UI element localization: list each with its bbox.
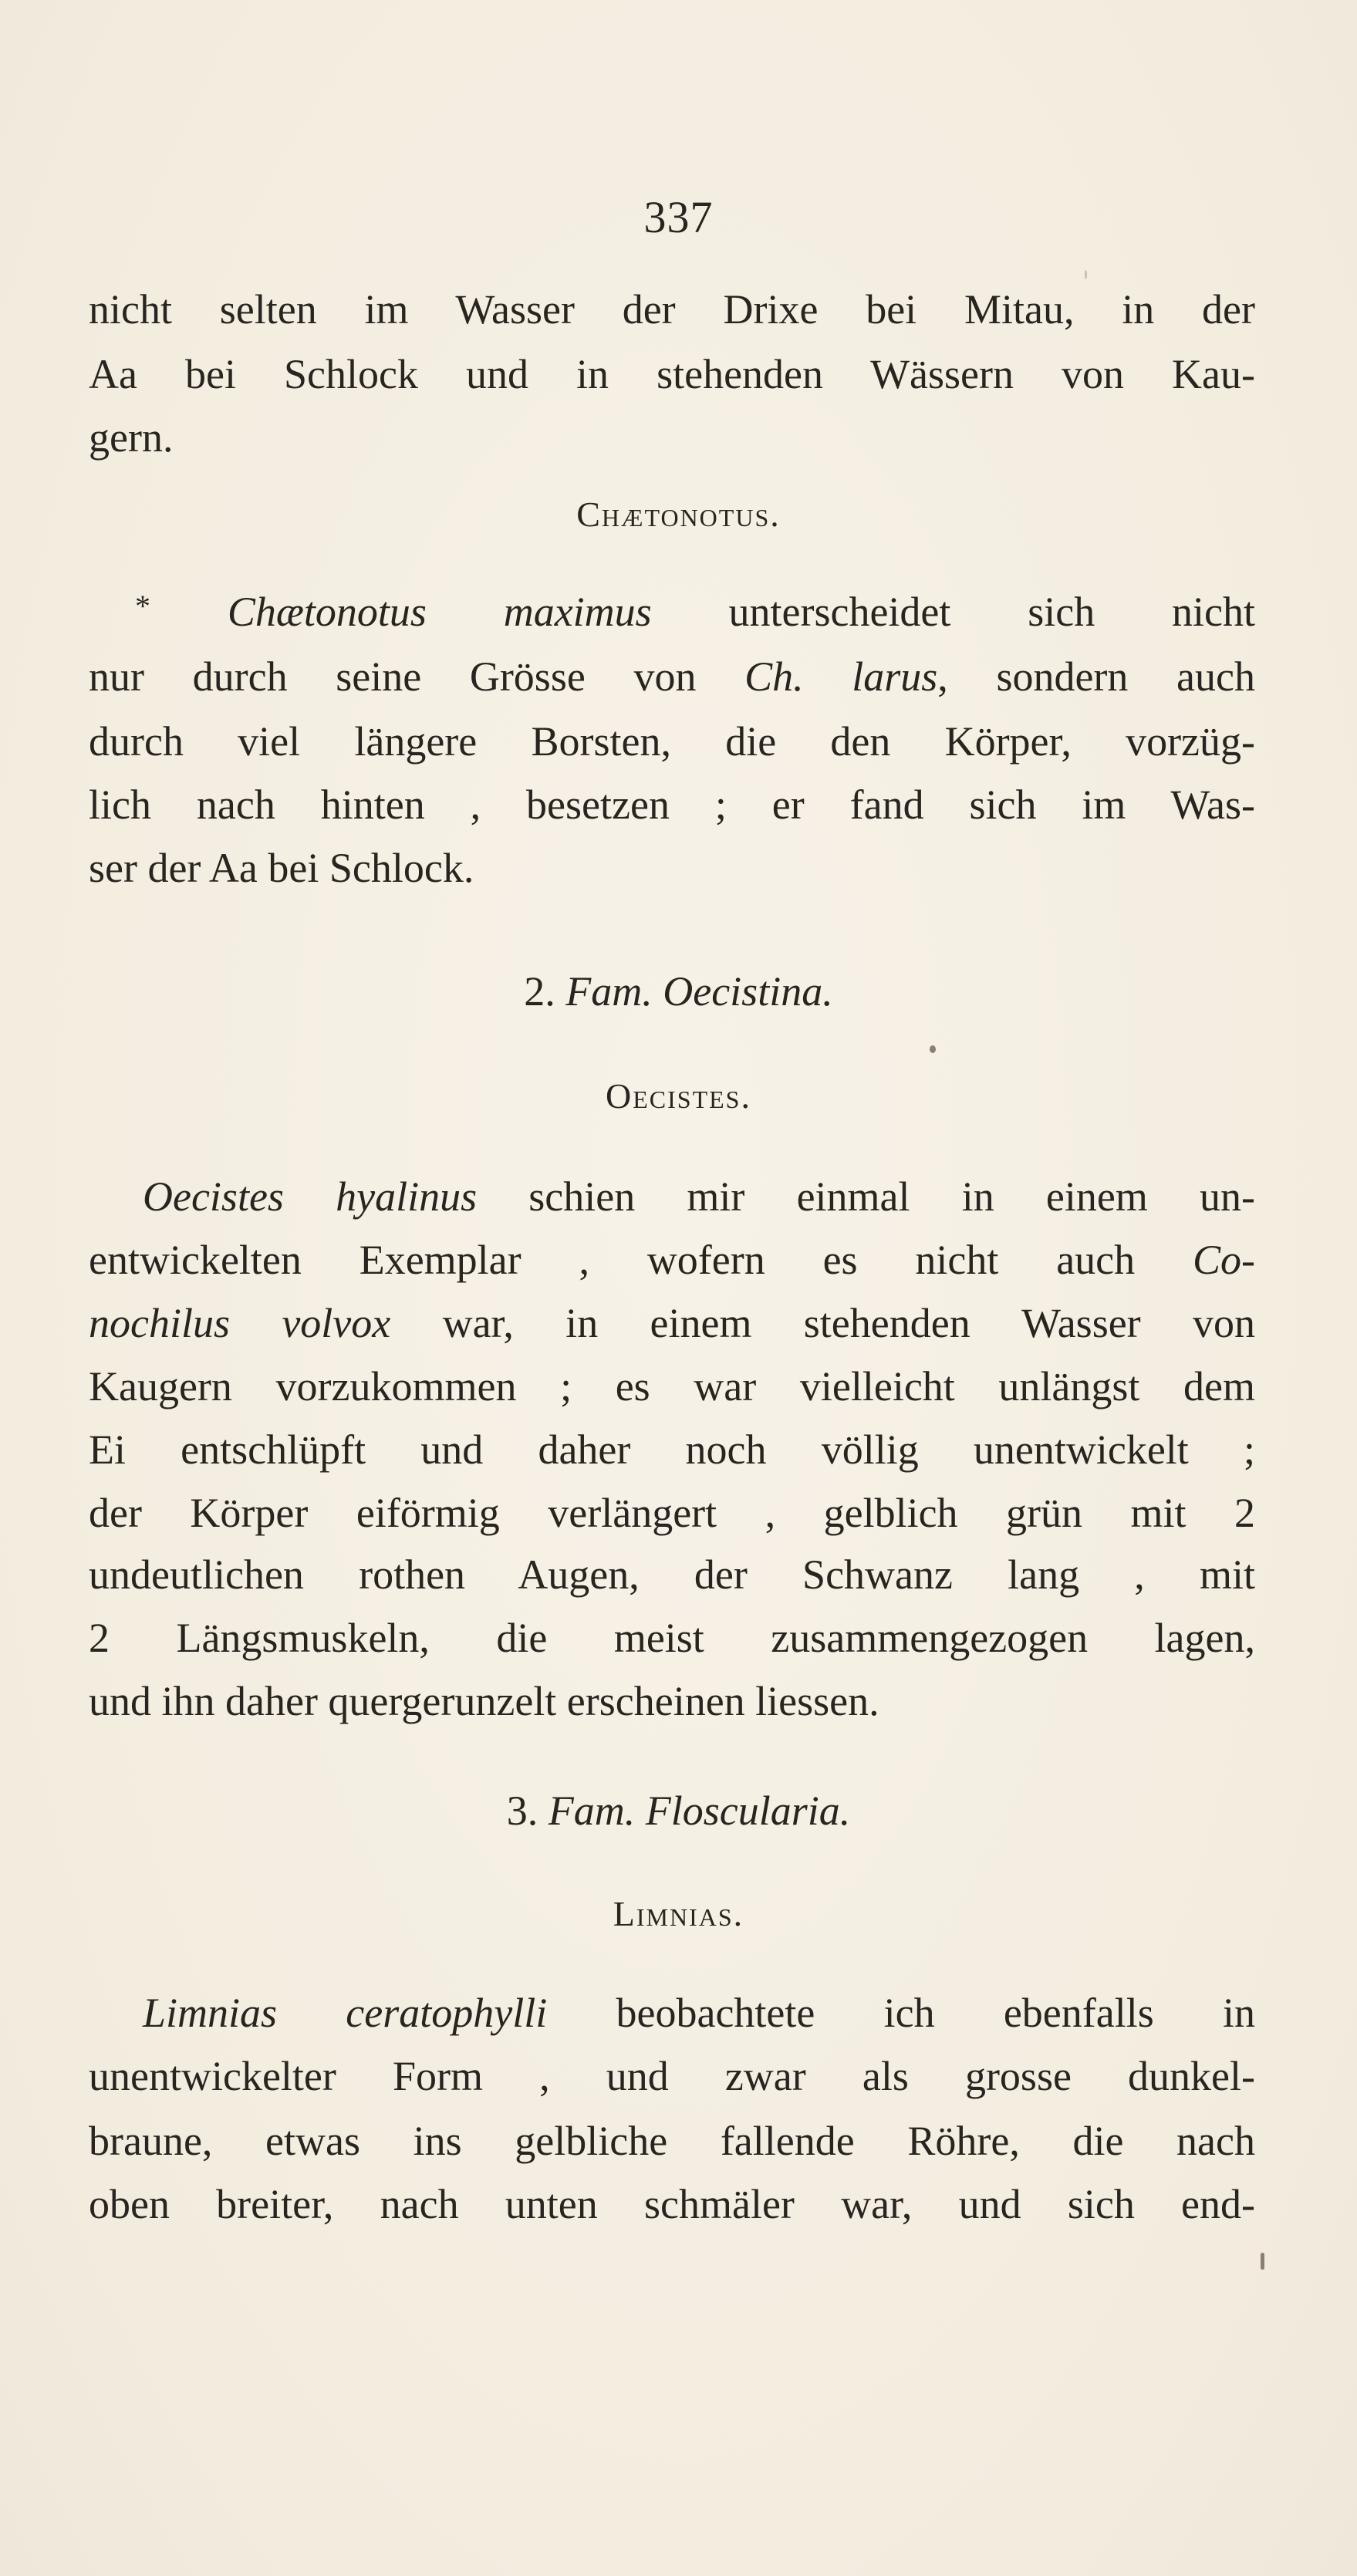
family-label: Fam. <box>565 968 653 1015</box>
text-line: der Körper eiförmig verlängert , gelblich grün mit 2 <box>89 1490 1255 1536</box>
text-span: entwickelten Exemplar , wofern es nicht auch <box>89 1237 1193 1283</box>
page-number: 337 <box>643 192 714 242</box>
text-line: oben breiter, nach unten schmäler war, und sich end- <box>89 2181 1255 2227</box>
family-number: 3. <box>506 1788 538 1834</box>
text-span: , sondern auch <box>937 653 1255 700</box>
text-span: beobachtete ich ebenfalls in <box>547 1990 1255 2036</box>
text-line: Ei entschlüpft und daher noch völlig unentwickelt ; <box>89 1426 1255 1473</box>
text-line: und ihn daher quergerunzelt erscheinen liessen. <box>89 1678 879 1724</box>
text-line <box>89 1992 1255 2034</box>
text-line: gern. <box>89 414 174 461</box>
paper-speck <box>930 1045 936 1053</box>
text-line: braune, etwas ins gelbliche fallende Röhre, die nach <box>89 2118 1255 2164</box>
text-line <box>89 591 1255 633</box>
species-name: Co- <box>1193 1237 1255 1283</box>
text-line: Kaugern vorzukommen ; es war vielleicht unlängst dem <box>89 1363 1255 1410</box>
text-line <box>89 653 1255 700</box>
text-span: unterscheidet sich nicht <box>651 589 1255 635</box>
family-number: 2. <box>524 968 555 1015</box>
text-span: schien mir einmal in einem un- <box>477 1173 1255 1220</box>
family-name: Floscularia. <box>645 1788 851 1834</box>
species-name: Limnias ceratophylli <box>143 1990 548 2036</box>
text-line: nicht selten im Wasser der Drixe bei Mitau, in der <box>89 286 1255 333</box>
text-line: durch viel längere Borsten, die den Körper, vorzüg- <box>89 718 1255 765</box>
text-line <box>89 1173 1255 1220</box>
family-heading-oecistina <box>0 968 1357 1015</box>
text-line <box>89 1239 1255 1281</box>
species-name: nochilus volvox <box>89 1300 391 1346</box>
text-span: war, in einem stehenden Wasser von <box>390 1300 1255 1346</box>
species-name: Chætonotus maximus <box>227 589 652 635</box>
species-name: Ch. larus <box>744 653 938 700</box>
text-line: ser der Aa bei Schlock. <box>89 845 474 891</box>
genus-heading-oecistes: Oecistes. <box>606 1076 751 1116</box>
family-heading-floscularia <box>0 1790 1357 1832</box>
text-line: lich nach hinten , besetzen ; er fand sich im Was- <box>89 782 1255 828</box>
text-line <box>89 1302 1255 1344</box>
paper-speck <box>1261 2253 1264 2270</box>
text-line: unentwickelter Form , und zwar als grosse dunkel- <box>89 2053 1255 2099</box>
genus-heading-limnias: Limnias. <box>613 1894 744 1933</box>
genus-heading-chaetonotus: Chætonotus. <box>576 495 781 534</box>
species-name: Oecistes hyalinus <box>143 1173 478 1220</box>
family-name: Oecistina. <box>663 968 833 1015</box>
asterisk-mark: * <box>135 589 150 623</box>
text-span: nur durch seine Grösse von <box>89 653 745 700</box>
text-line: undeutlichen rothen Augen, der Schwanz lang , mit <box>89 1551 1255 1598</box>
text-line: Aa bei Schlock und in stehenden Wässern von Kau- <box>89 351 1255 397</box>
text-line: 2 Längsmuskeln, die meist zusammengezogen lagen, <box>89 1615 1255 1661</box>
paper-speck <box>1085 270 1087 279</box>
family-label: Fam. <box>548 1788 636 1834</box>
